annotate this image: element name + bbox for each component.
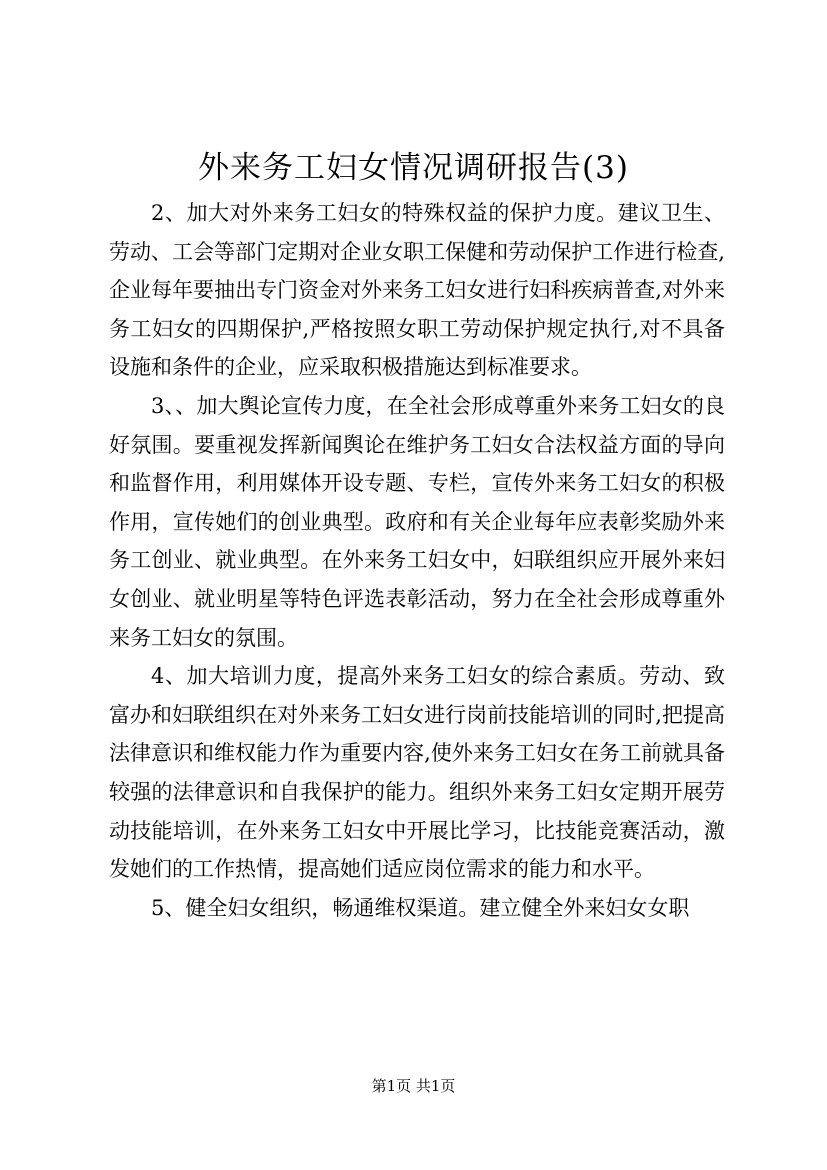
document-body	[109, 194, 725, 927]
paragraph-4: 4、加大培训力度，提高外来务工妇女的综合素质。劳动、致富办和妇联组织在对外来务工妇女进行岗前技能培训的同时,把提高法律意识和维权能力作为重要内容,使外来务工妇女在务工前就具备较强的法律意识和自我保护的能力。组织外来务工妇女定期开展劳动技能培训，在外来务工妇女中开展比学习，比技能竞赛活动，激发她们的工作热情，提高她们适应岗位需求的能力和水平。	[109, 664, 725, 882]
page-footer: 第1页 共1页	[371, 1077, 456, 1095]
paragraph-3: 3、、加大舆论宣传力度，在全社会形成尊重外来务工妇女的良好氛围。要重视发挥新闻舆论在维护务工妇女合法权益方面的导向和监督作用，利用媒体开设专题、专栏，宣传外来务工妇女的积极作用，宣传她们的创业典型。政府和有关企业每年应表彰奖励外来务工创业、就业典型。在外来务工妇女中，妇联组织应开展外来妇女创业、就业明星等特色评选表彰活动，努力在全社会形成尊重外来务工妇女的氛围。	[109, 393, 725, 650]
paragraph-2: 2、加大对外来务工妇女的特殊权益的保护力度。建议卫生、劳动、工会等部门定期对企业女职工保健和劳动保护工作进行检查,企业每年要抽出专门资金对外来务工妇女进行妇科疾病普查,对外来务工妇女的四期保护,严格按照女职工劳动保护规定执行,对不具备设施和条件的企业，应采取积极措施达到标准要求。	[109, 201, 725, 380]
paragraph-5: 5、健全妇女组织，畅通维权渠道。建立健全外来妇女女职	[151, 895, 690, 920]
document-title: 外来务工妇女情况调研报告(3)	[198, 150, 629, 186]
